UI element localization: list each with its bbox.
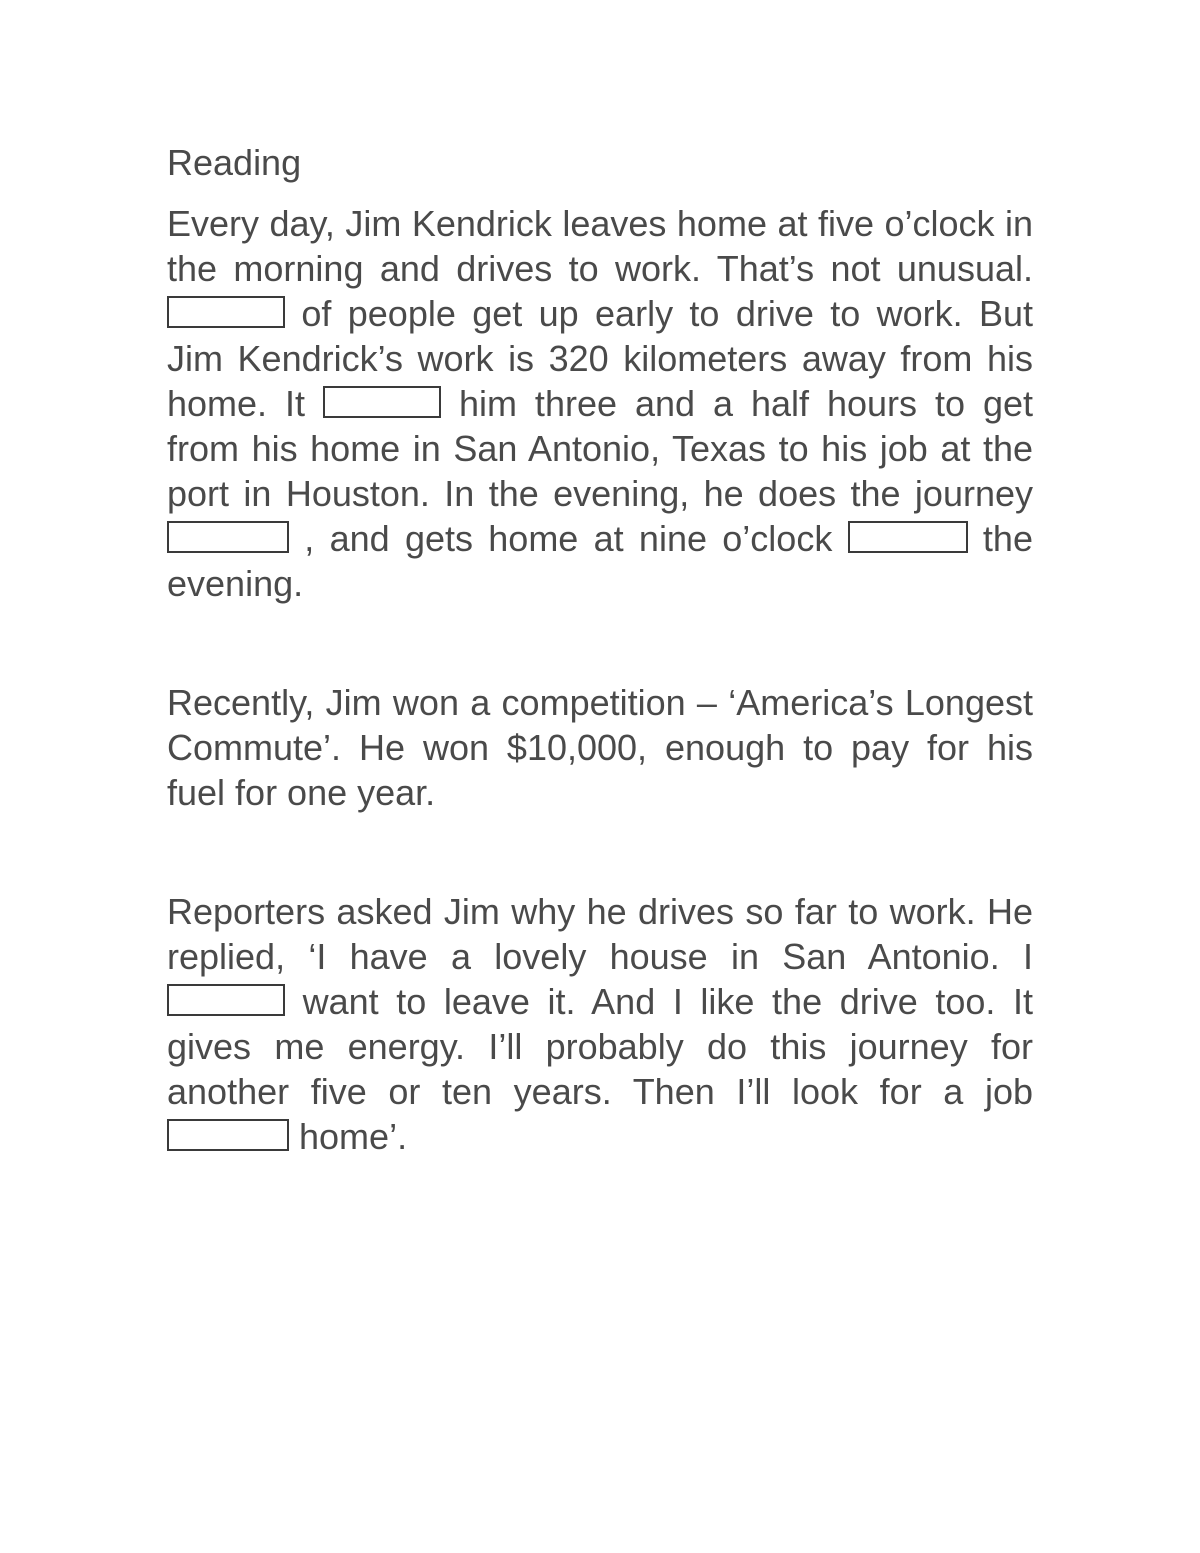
paragraph-3-part-2: want to leave it. And I like the drive too. It gives me energy. I’ll probably do this journey for another five or ten years. Then I’ll look for a job <box>167 981 1033 1112</box>
blank-5[interactable] <box>167 984 285 1016</box>
paragraph-1 <box>167 201 1033 606</box>
paragraph-1-part-4: , and gets home at nine o’clock <box>304 518 833 559</box>
paragraph-spacer <box>167 606 1033 680</box>
page-title: Reading <box>167 142 302 183</box>
paragraph-1-part-3: him three and a half hours to get from his home in San Antonio, Texas to his job at the port in Houston. In the evening, he does the journey <box>167 383 1033 514</box>
paragraph-1-part-1: Every day, Jim Kendrick leaves home at five o’clock in the morning and drives to work. That’s not unusual. <box>167 203 1033 289</box>
paragraph-1-part-2: of people get up early to drive to work. But Jim Kendrick’s work is 320 kilometers away from his home. It <box>167 293 1033 424</box>
worksheet-page <box>167 140 1033 1159</box>
blank-1[interactable] <box>167 296 285 328</box>
paragraph-1-part-5: the evening. <box>167 518 1033 604</box>
blank-2[interactable] <box>323 386 441 418</box>
blank-4[interactable] <box>848 521 968 553</box>
blank-3[interactable] <box>167 521 289 553</box>
paragraph-spacer <box>167 815 1033 889</box>
paragraph-3-part-3: home’. <box>299 1116 408 1157</box>
paragraph-3 <box>167 889 1033 1159</box>
blank-6[interactable] <box>167 1119 289 1151</box>
paragraph-3-part-1: Reporters asked Jim why he drives so far to work. He replied, ‘I have a lovely house in San Antonio. I <box>167 891 1033 977</box>
paragraph-2: Recently, Jim won a competition – ‘America’s Longest Commute’. He won $10,000, enough to pay for his fuel for one year. <box>167 682 1033 813</box>
